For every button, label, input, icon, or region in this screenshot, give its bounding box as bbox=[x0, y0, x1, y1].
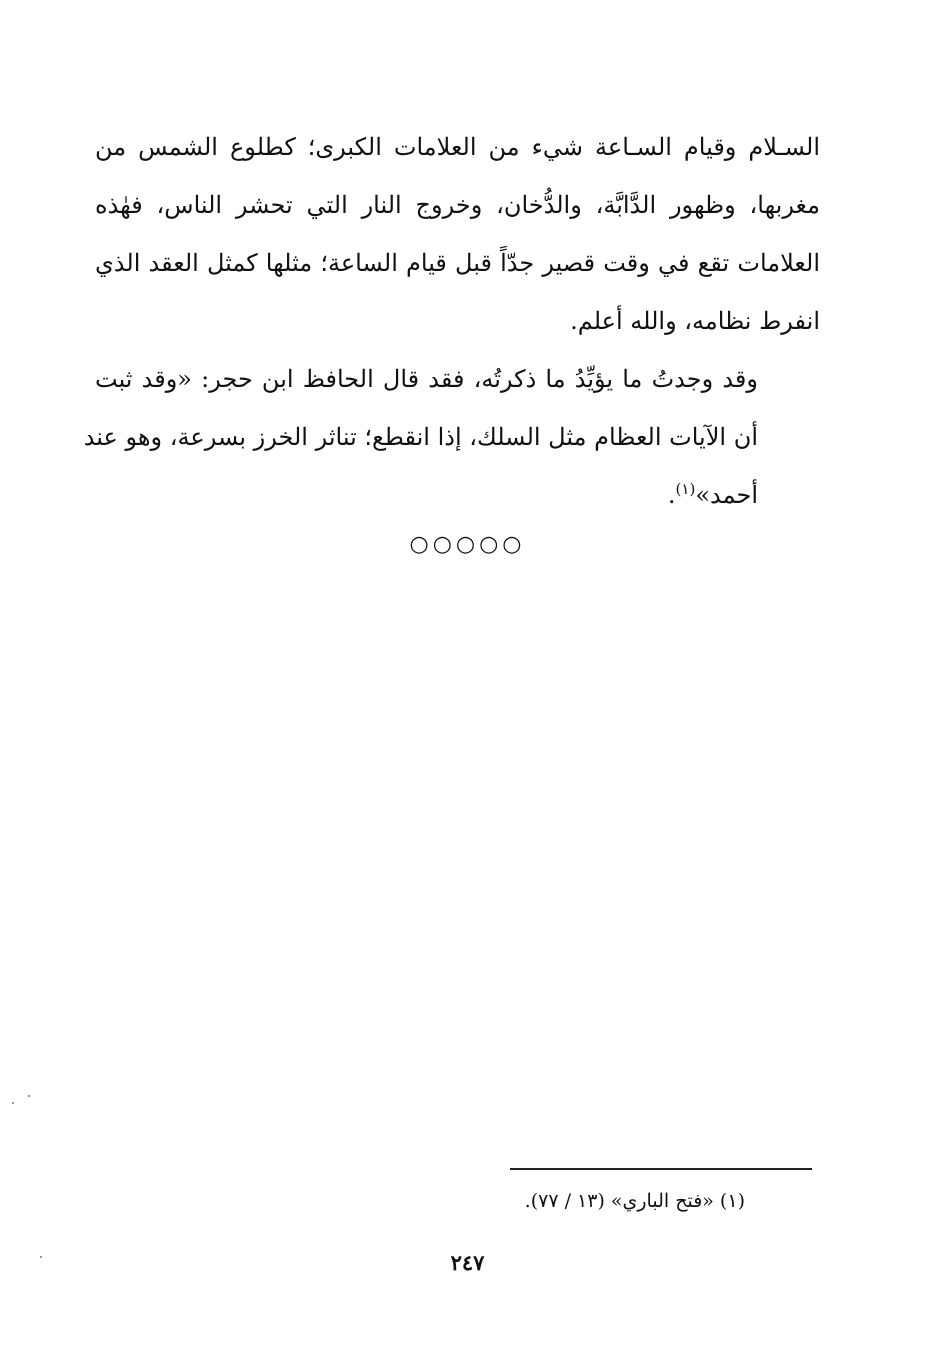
text-line: وقد وجدتُ ما يؤيِّدُ ما ذكرتُه، فقد قال الحافظ ابن حجر: «وقد ثبت bbox=[95, 365, 758, 393]
text-line bbox=[95, 466, 820, 524]
text-line: العلامات تقع في وقت قصير جدّاً قبل قيام الساعة؛ مثلها كمثل العقد الذي bbox=[95, 249, 820, 277]
end-punctuation: . bbox=[667, 481, 676, 509]
footnote-divider bbox=[510, 1168, 812, 1170]
scan-speck bbox=[12, 1102, 14, 1104]
text-fragment: أحمد» bbox=[695, 481, 758, 509]
footnote-reference[interactable]: (١) bbox=[675, 480, 696, 498]
paragraph bbox=[83, 350, 820, 524]
scan-speck bbox=[28, 1095, 30, 1097]
text-line: مغربها، وظهور الدَّابَّة، والدُّخان، وخروج النار التي تحشر الناس، فهٰذه bbox=[95, 191, 820, 219]
section-separator: ○○○○○ bbox=[409, 532, 526, 557]
text-line: السـلام وقيام السـاعة شيء من العلامات الكبرى؛ كطلوع الشمس من bbox=[95, 133, 820, 161]
page-number: ٢٤٧ bbox=[450, 1250, 485, 1275]
text-line: أن الآيات العظام مثل السلك، إذا انقطع؛ تناثر الخرز بسرعة، وهو عند bbox=[83, 423, 758, 451]
footnote: (١) «فتح الباري» (١٣ / ٧٧). bbox=[524, 1190, 745, 1212]
text-line: انفرط نظامه، والله أعلم. bbox=[570, 307, 820, 335]
scan-speck bbox=[40, 1256, 42, 1258]
main-text bbox=[83, 118, 820, 524]
paragraph bbox=[95, 118, 820, 350]
